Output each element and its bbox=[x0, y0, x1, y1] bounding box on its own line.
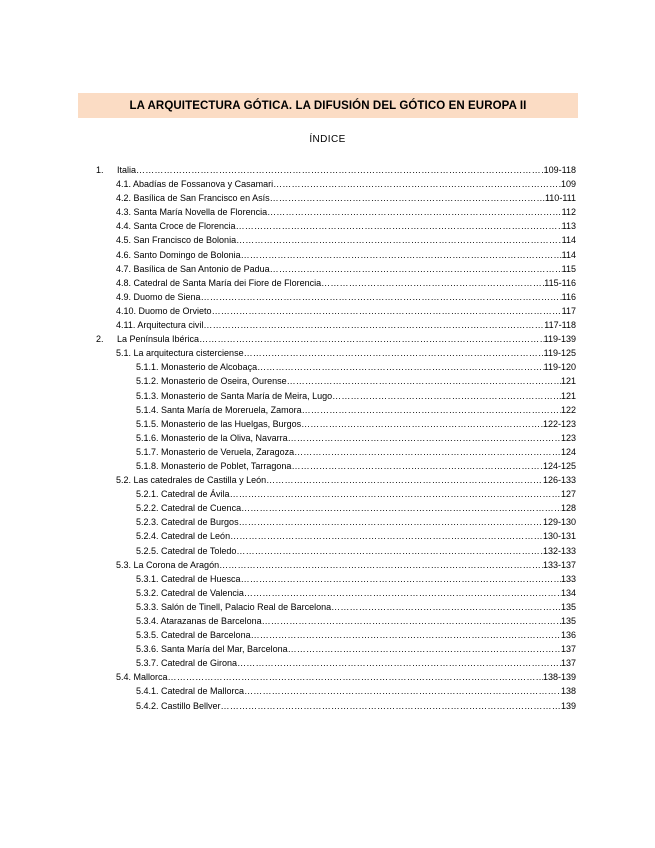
toc-dot-leader bbox=[331, 600, 561, 614]
toc-entry[interactable] bbox=[93, 163, 576, 177]
toc-dot-leader bbox=[302, 403, 561, 417]
toc-entry-label: 4.4. Santa Croce de Florencia bbox=[116, 221, 236, 232]
toc-entry-pages: 123 bbox=[560, 432, 576, 443]
toc-entry-label: 5.3.1. Catedral de Huesca bbox=[136, 573, 241, 584]
toc-entry-label: 5.3.5. Catedral de Barcelona bbox=[136, 630, 251, 641]
toc-entry-pages: 121 bbox=[560, 376, 576, 387]
toc-entry-label: 5.1.7. Monasterio de Veruela, Zaragoza bbox=[136, 446, 295, 457]
toc-dot-leader bbox=[287, 374, 561, 388]
toc-entry-number: 1. bbox=[96, 165, 104, 175]
toc-dot-leader bbox=[241, 501, 561, 515]
toc-entry[interactable] bbox=[93, 473, 576, 487]
toc-entry-pages: 139 bbox=[560, 700, 576, 711]
toc-dot-leader bbox=[251, 628, 561, 642]
toc-entry-label: 4.5. San Francisco de Bolonia bbox=[116, 235, 237, 246]
toc-entry-label: 5.3. La Corona de Aragón bbox=[116, 559, 220, 570]
toc-entry-pages: 114 bbox=[561, 235, 576, 246]
toc-entry[interactable] bbox=[93, 403, 576, 417]
toc-entry[interactable] bbox=[93, 656, 576, 670]
toc-entry-pages: 137 bbox=[560, 644, 576, 655]
toc-entry[interactable] bbox=[93, 360, 576, 374]
toc-dot-leader bbox=[241, 248, 562, 262]
toc-dot-leader bbox=[321, 276, 544, 290]
toc-entry-label: 5.3.2. Catedral de Valencia bbox=[136, 587, 244, 598]
toc-entry[interactable] bbox=[93, 248, 576, 262]
toc-entry-pages: 132-133 bbox=[542, 545, 576, 556]
toc-entry-pages: 126-133 bbox=[542, 475, 576, 486]
toc-dot-leader bbox=[221, 699, 561, 713]
toc-entry-pages: 112 bbox=[561, 207, 576, 218]
toc-entry[interactable] bbox=[93, 346, 576, 360]
toc-entry[interactable] bbox=[93, 318, 576, 332]
toc-entry-pages: 117 bbox=[561, 305, 576, 316]
toc-dot-leader bbox=[273, 177, 561, 191]
toc-dot-leader bbox=[244, 684, 561, 698]
toc-entry-pages: 122-123 bbox=[542, 418, 576, 429]
toc-entry-label: 4.10. Duomo de Orvieto bbox=[116, 305, 212, 316]
toc-entry-pages: 122 bbox=[560, 404, 576, 415]
toc-entry[interactable] bbox=[93, 205, 576, 219]
toc-entry[interactable] bbox=[93, 219, 576, 233]
toc-entry-label: 5.3.7. Catedral de Girona bbox=[136, 658, 238, 669]
toc-entry-pages: 136 bbox=[560, 630, 576, 641]
toc-entry[interactable] bbox=[93, 332, 576, 346]
toc-entry[interactable] bbox=[93, 233, 576, 247]
toc-entry[interactable] bbox=[93, 389, 576, 403]
toc-entry-label: 5.2.4. Catedral de León bbox=[136, 531, 231, 542]
toc-entry[interactable] bbox=[93, 431, 576, 445]
toc-entry[interactable] bbox=[93, 459, 576, 473]
toc-entry-label: 5.2.3. Catedral de Burgos bbox=[136, 517, 239, 528]
toc-entry[interactable] bbox=[93, 544, 576, 558]
toc-entry[interactable] bbox=[93, 304, 576, 318]
toc-dot-leader bbox=[257, 360, 544, 374]
toc-entry[interactable] bbox=[93, 670, 576, 684]
toc-entry-label: 4.1. Abadías de Fossanova y Casamari bbox=[116, 179, 274, 190]
table-of-contents bbox=[93, 163, 576, 713]
toc-entry-label: 5.1.5. Monasterio de las Huelgas, Burgos bbox=[136, 418, 302, 429]
toc-entry-pages: 119-139 bbox=[543, 334, 576, 345]
toc-entry-pages: 109-118 bbox=[543, 165, 576, 175]
toc-entry-pages: 117-118 bbox=[544, 320, 576, 331]
toc-entry[interactable] bbox=[93, 501, 576, 515]
toc-dot-leader bbox=[244, 346, 544, 360]
toc-entry-label: 4.6. Santo Domingo de Bolonia bbox=[116, 249, 241, 260]
toc-entry-label: 5.4.2. Castillo Bellver bbox=[136, 700, 221, 711]
toc-dot-leader bbox=[288, 431, 561, 445]
toc-entry-pages: 127 bbox=[560, 489, 576, 500]
toc-entry-pages: 133 bbox=[560, 573, 576, 584]
toc-entry-label: 5.2. Las catedrales de Castilla y León bbox=[116, 475, 267, 486]
toc-dot-leader bbox=[241, 572, 561, 586]
document-title: LA ARQUITECTURA GÓTICA. LA DIFUSIÓN DEL GÓTICO EN EUROPA II bbox=[129, 99, 527, 112]
toc-entry-pages: 119-125 bbox=[543, 348, 576, 359]
toc-entry-pages: 116 bbox=[561, 291, 576, 302]
toc-dot-leader bbox=[203, 318, 544, 332]
toc-entry-pages: 115 bbox=[561, 263, 576, 274]
toc-entry-label: La Península Ibérica bbox=[117, 334, 200, 345]
toc-dot-leader bbox=[236, 233, 562, 247]
toc-entry-label: 4.3. Santa María Novella de Florencia bbox=[116, 207, 268, 218]
toc-entry-pages: 134 bbox=[560, 587, 576, 598]
toc-entry[interactable] bbox=[93, 276, 576, 290]
toc-entry-pages: 124 bbox=[560, 446, 576, 457]
toc-entry-label: 5.1.4. Santa María de Moreruela, Zamora bbox=[136, 404, 302, 415]
toc-entry-pages: 121 bbox=[560, 390, 576, 401]
toc-dot-leader bbox=[236, 544, 543, 558]
toc-entry-label: 4.11. Arquitectura civil bbox=[116, 320, 204, 331]
toc-dot-leader bbox=[270, 262, 562, 276]
toc-entry[interactable] bbox=[93, 177, 576, 191]
toc-entry-pages: 114 bbox=[561, 249, 576, 260]
toc-entry[interactable] bbox=[93, 374, 576, 388]
toc-dot-leader bbox=[230, 487, 561, 501]
toc-entry-label: 4.8. Catedral de Santa María dei Fiore de Florencia bbox=[116, 277, 322, 288]
toc-entry-label: 4.7. Basílica de San Antonio de Padua bbox=[116, 263, 270, 274]
toc-entry-pages: 138-139 bbox=[542, 672, 576, 683]
toc-entry-label: 5.1.1. Monasterio de Alcobaça bbox=[136, 362, 258, 373]
toc-entry[interactable] bbox=[93, 262, 576, 276]
toc-entry-label: 4.9. Duomo de Siena bbox=[116, 291, 201, 302]
toc-entry[interactable] bbox=[93, 628, 576, 642]
toc-entry[interactable] bbox=[93, 558, 576, 572]
toc-dot-leader bbox=[239, 515, 543, 529]
toc-dot-leader bbox=[332, 389, 561, 403]
toc-entry-label: Italia bbox=[117, 165, 137, 175]
toc-dot-leader bbox=[244, 586, 561, 600]
toc-entry-number: 2. bbox=[96, 334, 104, 345]
toc-dot-leader bbox=[301, 417, 543, 431]
toc-entry-label: 5.1.6. Monasterio de la Oliva, Navarra bbox=[136, 432, 288, 443]
toc-entry[interactable] bbox=[93, 614, 576, 628]
toc-entry[interactable] bbox=[93, 191, 576, 205]
toc-entry[interactable] bbox=[93, 529, 576, 543]
toc-entry-pages: 129-130 bbox=[542, 517, 576, 528]
toc-entry[interactable] bbox=[93, 445, 576, 459]
toc-entry[interactable] bbox=[93, 290, 576, 304]
toc-entry-pages: 110-111 bbox=[544, 193, 576, 204]
toc-entry-label: 5.2.5. Catedral de Toledo bbox=[136, 545, 237, 556]
toc-entry-label: 5.3.3. Salón de Tinell, Palacio Real de Barcelona bbox=[136, 601, 332, 612]
toc-entry-label: 5.2.1. Catedral de Ávila bbox=[136, 489, 230, 500]
toc-dot-leader bbox=[168, 670, 543, 684]
toc-entry[interactable] bbox=[93, 586, 576, 600]
toc-dot-leader bbox=[291, 459, 543, 473]
toc-dot-leader bbox=[212, 304, 562, 318]
toc-entry-label: 5.4.1. Catedral de Mallorca bbox=[136, 686, 245, 697]
toc-entry[interactable] bbox=[93, 487, 576, 501]
toc-entry-pages: 135 bbox=[560, 601, 576, 612]
toc-entry-label: 4.2. Basílica de San Francisco en Asís bbox=[116, 193, 270, 204]
index-heading: ÍNDICE bbox=[309, 134, 346, 145]
toc-entry[interactable] bbox=[93, 600, 576, 614]
toc-entry-label: 5.1.2. Monasterio de Oseira, Ourense bbox=[136, 376, 287, 387]
toc-entry-pages: 119-120 bbox=[543, 362, 576, 373]
toc-entry-pages: 113 bbox=[561, 221, 576, 232]
toc-entry[interactable] bbox=[93, 515, 576, 529]
toc-entry-pages: 128 bbox=[560, 503, 576, 514]
toc-entry[interactable] bbox=[93, 642, 576, 656]
toc-dot-leader bbox=[288, 642, 561, 656]
toc-entry-label: 5.3.4. Atarazanas de Barcelona bbox=[136, 616, 262, 626]
toc-dot-leader bbox=[267, 205, 562, 219]
toc-dot-leader bbox=[219, 558, 543, 572]
toc-entry-pages: 115-116 bbox=[544, 277, 576, 288]
toc-dot-leader bbox=[262, 614, 561, 628]
toc-dot-leader bbox=[270, 191, 545, 205]
document-title-banner bbox=[78, 93, 578, 118]
toc-entry[interactable] bbox=[93, 684, 576, 698]
toc-dot-leader bbox=[136, 163, 544, 177]
toc-entry-pages: 137 bbox=[560, 658, 576, 669]
toc-dot-leader bbox=[266, 473, 543, 487]
toc-dot-leader bbox=[237, 656, 561, 670]
toc-entry-label: 5.3.6. Santa María del Mar, Barcelona bbox=[136, 644, 288, 655]
toc-entry-pages: 138 bbox=[560, 686, 576, 697]
toc-entry-label: 5.1.3. Monasterio de Santa María de Meira, Lugo bbox=[136, 390, 333, 401]
toc-dot-leader bbox=[294, 445, 561, 459]
toc-dot-leader bbox=[236, 219, 562, 233]
toc-entry-pages: 130-131 bbox=[542, 531, 576, 542]
toc-entry-pages: 109 bbox=[560, 179, 576, 190]
toc-dot-leader bbox=[201, 290, 562, 304]
toc-entry[interactable] bbox=[93, 572, 576, 586]
toc-entry-pages: 133-137 bbox=[542, 559, 576, 570]
toc-entry-pages: 124-125 bbox=[542, 460, 576, 471]
toc-dot-leader bbox=[230, 529, 543, 543]
toc-entry-label: 5.1. La arquitectura cisterciense bbox=[116, 348, 244, 359]
toc-entry[interactable] bbox=[93, 417, 576, 431]
toc-entry-label: 5.4. Mallorca bbox=[116, 672, 168, 683]
toc-dot-leader bbox=[199, 332, 544, 346]
toc-entry[interactable] bbox=[93, 699, 576, 713]
toc-entry-label: 5.2.2. Catedral de Cuenca bbox=[136, 503, 242, 514]
toc-entry-pages: 135 bbox=[560, 616, 576, 626]
toc-entry-label: 5.1.8. Monasterio de Poblet, Tarragona bbox=[136, 460, 292, 471]
